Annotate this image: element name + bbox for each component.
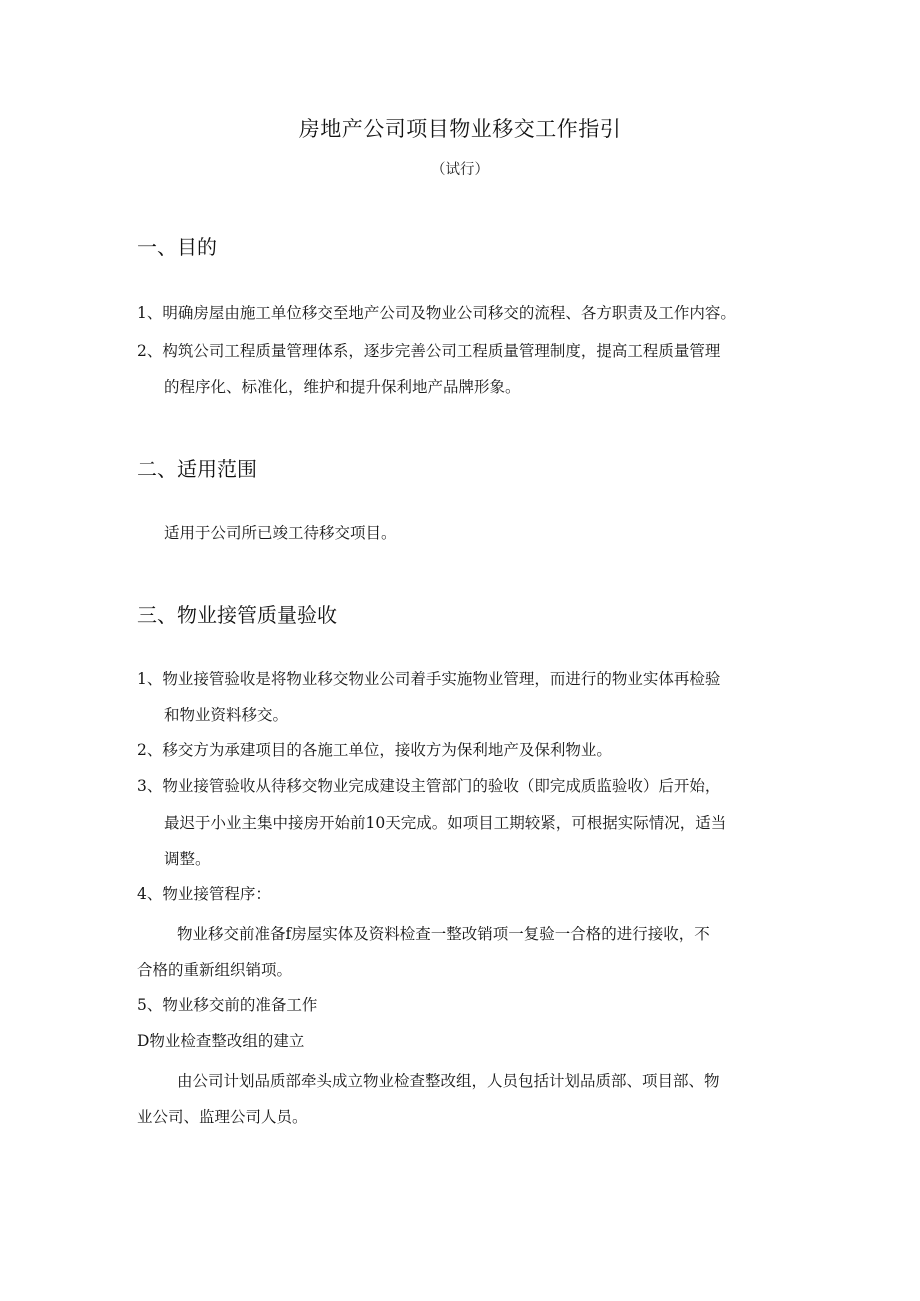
- acceptance-item-5: 5、物业移交前的准备工作: [137, 996, 318, 1014]
- inspection-group-line-1: 由公司计划品质部牵头成立物业检查整改组，人员包括计划品质部、项目部、物: [177, 1072, 720, 1090]
- acceptance-item-4: 4、物业接管程序：: [137, 885, 271, 903]
- section-heading-purpose: 一、目的: [137, 235, 217, 259]
- purpose-item-2-line-1: 2、构筑公司工程质量管理体系，逐步完善公司工程质量管理制度，提高工程质量管理: [137, 342, 721, 360]
- scope-text: 适用于公司所已竣工待移交项目。: [164, 524, 397, 542]
- acceptance-procedure-line-1: 物业移交前准备f房屋实体及资料检查一整改销项一复验一合格的进行接收，不: [177, 925, 710, 943]
- acceptance-item-1-line-2: 和物业资料移交。: [164, 706, 289, 724]
- acceptance-item-3-line-1: 3、物业接管验收从待移交物业完成建设主管部门的验收（即完成质监验收）后开始，: [137, 777, 721, 795]
- acceptance-item-3-line-3: 调整。: [164, 850, 211, 868]
- acceptance-item-1-line-1: 1、物业接管验收是将物业移交物业公司着手实施物业管理，而进行的物业实体再检验: [137, 670, 721, 688]
- purpose-item-2-line-2: 的程序化、标准化，维护和提升保利地产品牌形象。: [164, 378, 521, 396]
- acceptance-item-2: 2、移交方为承建项目的各施工单位，接收方为保利地产及保利物业。: [137, 741, 612, 759]
- acceptance-procedure-line-2: 合格的重新组织销项。: [137, 961, 293, 979]
- acceptance-item-3-line-2: 最迟于小业主集中接房开始前10天完成。如项目工期较紧，可根据实际情况，适当: [164, 814, 727, 832]
- section-heading-scope: 二、适用范围: [137, 457, 257, 481]
- acceptance-item-5-sub-heading: D物业检查整改组的建立: [137, 1032, 305, 1050]
- document-title: 房地产公司项目物业移交工作指引: [298, 117, 622, 141]
- document-subtitle: （试行）: [431, 162, 489, 178]
- purpose-item-1: 1、明确房屋由施工单位移交至地产公司及物业公司移交的流程、各方职责及工作内容。: [137, 304, 736, 322]
- inspection-group-line-2: 业公司、监理公司人员。: [137, 1108, 308, 1126]
- section-heading-acceptance: 三、物业接管质量验收: [137, 603, 337, 627]
